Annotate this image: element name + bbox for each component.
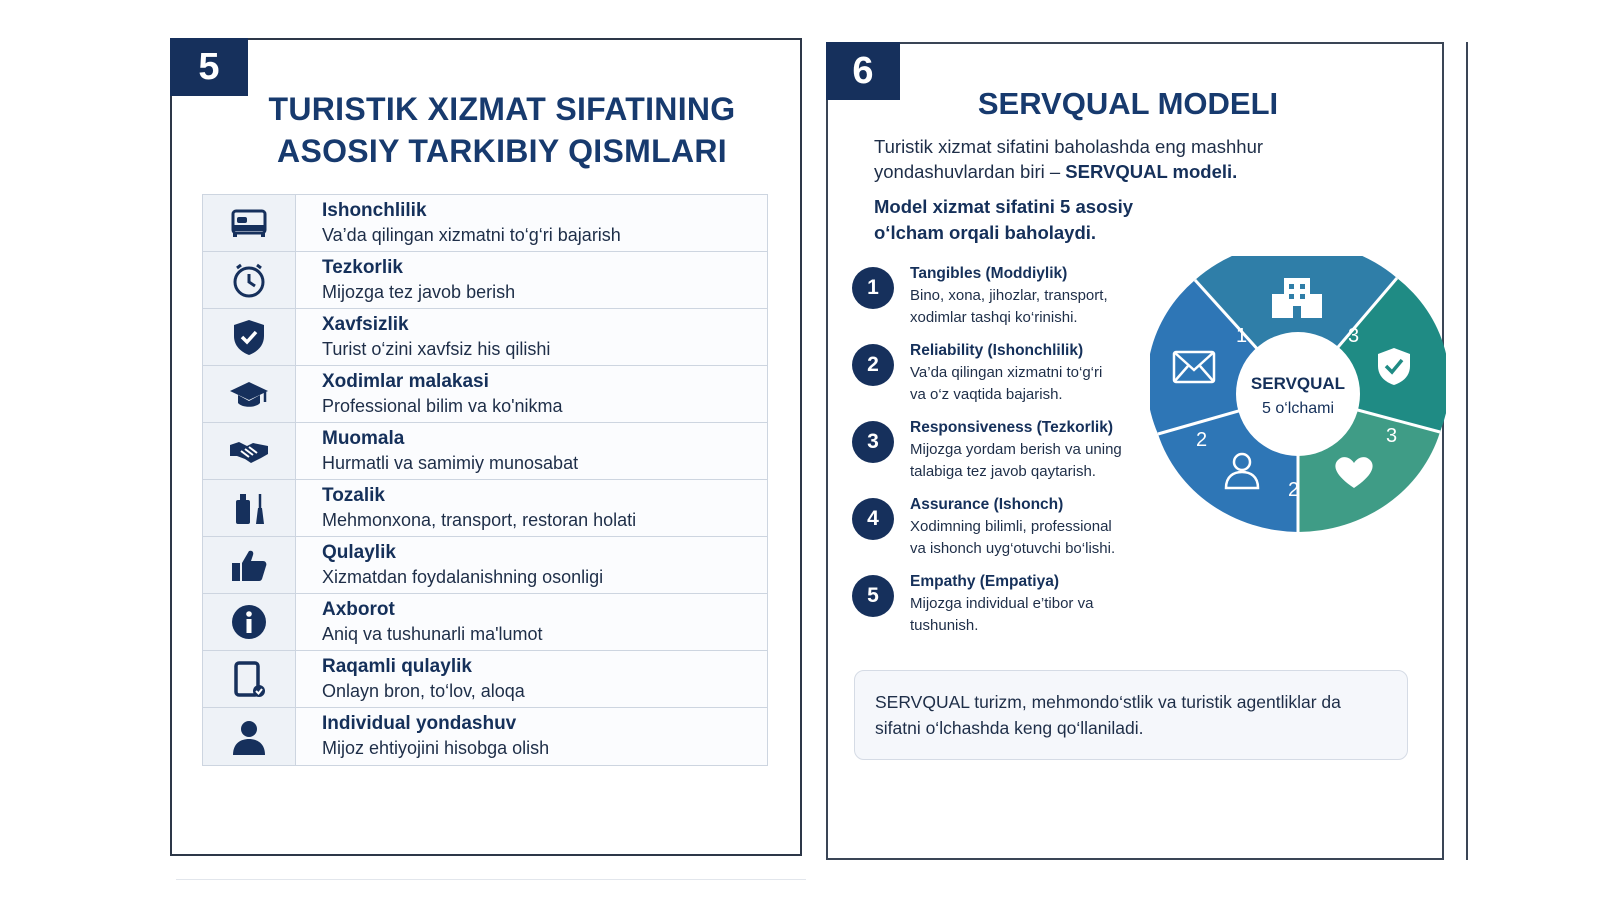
cleaning-icon [203, 480, 296, 536]
card-title [232, 88, 772, 172]
dimension-name: Responsiveness (Tezkorlik) [910, 419, 1114, 436]
row-name: Tozalik [322, 485, 385, 506]
wheel-segment-number: 1 [1236, 325, 1248, 347]
footnote-box: SERVQUAL turizm, mehmondo‘stlik va turistik agentliklar da sifatni o‘lchashda keng qo‘llaniladi. [854, 670, 1408, 760]
dimension-name: Tangibles (Moddiylik) [910, 265, 1068, 282]
table-row [203, 480, 767, 537]
dimension-desc: talabiga tez javob qaytarish. [910, 463, 1096, 480]
wheel-segment-number: 2 [1288, 479, 1300, 501]
row-name: Tezkorlik [322, 257, 403, 278]
tablet-icon [203, 651, 296, 707]
dimension-item [852, 340, 1192, 406]
row-desc: Mijozga tez javob berish [322, 282, 516, 302]
dimension-name: Assurance (Ishonch) [910, 496, 1064, 513]
wheel-center-line-1: SERVQUAL [1250, 374, 1346, 393]
info-icon [203, 594, 296, 650]
dimension-desc: tushunish. [910, 617, 979, 634]
dimension-item [852, 263, 1192, 329]
servqual-wheel [1150, 256, 1446, 532]
table-row [203, 252, 767, 309]
table-row [203, 651, 767, 708]
intro-text [874, 134, 1394, 184]
row-desc: Mehmonxona, transport, restoran holati [322, 510, 637, 530]
thumbs-up-icon [203, 537, 296, 593]
graduation-cap-icon [203, 366, 296, 422]
dimension-desc: Bino, xona, jihozlar, transport, [910, 287, 1108, 304]
clock-icon [203, 252, 296, 308]
dimension-desc: xodimlar tashqi ko‘rinishi. [910, 309, 1078, 326]
table-row [203, 537, 767, 594]
row-desc: Turist o‘zini xavfsiz his qilishi [322, 339, 551, 359]
shield-check-icon [203, 309, 296, 365]
lead-line-2: o‘lcham orqali baholaydi. [874, 222, 1097, 243]
row-name: Individual yondashuv [322, 713, 517, 734]
row-name: Xodimlar malakasi [322, 371, 489, 392]
row-desc: Va’da qilingan xizmatni to‘g‘ri bajarish [322, 225, 621, 245]
lead-line-1: Model xizmat sifatini 5 asosiy [874, 196, 1134, 217]
dimension-desc: va o‘z vaqtida bajarish. [910, 386, 1063, 403]
dimension-number: 5 [852, 575, 894, 617]
card-title: SERVQUAL MODELI [977, 86, 1279, 121]
title-line-2: ASOSIY TARKIBIY QISMLARI [277, 133, 727, 169]
title-line-1: TURISTIK XIZMAT SIFATINING [268, 91, 736, 127]
wheel-segment-number: 3 [1348, 325, 1360, 347]
table-row [203, 708, 767, 765]
dimension-desc: Mijozga yordam berish va uning [910, 441, 1122, 458]
table-row [203, 423, 767, 480]
table-row [203, 195, 767, 252]
row-name: Muomala [322, 428, 405, 449]
person-icon [203, 708, 296, 765]
row-name: Ishonchlilik [322, 200, 427, 221]
bottom-divider [176, 879, 806, 880]
row-desc: Aniq va tushunarli ma'lumot [322, 624, 543, 644]
lead-text [874, 194, 1274, 246]
dimension-item [852, 571, 1192, 637]
wheel-center [1236, 332, 1360, 456]
slide-number-badge: 6 [826, 42, 900, 100]
dimension-item [852, 494, 1192, 560]
intro-bold: SERVQUAL modeli. [1065, 161, 1238, 182]
quality-components-card [170, 38, 802, 856]
row-desc: Professional bilim va ko'nikma [322, 396, 563, 416]
handshake-icon [203, 423, 296, 479]
servqual-card [826, 42, 1444, 860]
row-desc: Onlayn bron, to‘lov, aloqa [322, 681, 525, 701]
dimension-name: Reliability (Ishonchlilik) [910, 342, 1084, 359]
row-desc: Xizmatdan foydalanishning osonligi [322, 567, 604, 587]
dimension-number: 3 [852, 421, 894, 463]
table-row [203, 594, 767, 651]
components-table [202, 194, 768, 766]
dimension-number: 1 [852, 267, 894, 309]
row-name: Qulaylik [322, 542, 396, 563]
dimension-desc: Mijozga individual e’tibor va [910, 595, 1094, 612]
dimension-desc: va ishonch uyg‘otuvchi bo‘lishi. [910, 540, 1116, 557]
wheel-segment-number: 2 [1196, 429, 1208, 451]
dimension-number: 4 [852, 498, 894, 540]
row-desc: Hurmatli va samimiy munosabat [322, 453, 579, 473]
bed-icon [203, 195, 296, 251]
dimension-desc: Xodimning bilimli, professional [910, 518, 1112, 535]
dimension-name: Empathy (Empatiya) [910, 573, 1060, 590]
row-name: Axborot [322, 599, 395, 620]
card-edge-divider [1466, 42, 1468, 860]
table-row [203, 366, 767, 423]
wheel-center-line-2: 5 o‘lchami [1261, 400, 1335, 417]
dimension-number: 2 [852, 344, 894, 386]
table-row [203, 309, 767, 366]
dimension-desc: Va’da qilingan xizmatni to‘g‘ri [910, 364, 1103, 381]
row-name: Xavfsizlik [322, 314, 409, 335]
slide-number-badge: 5 [170, 38, 248, 96]
intro-plain: Turistik xizmat sifatini baholashda eng mashhur yondashuvlardan biri – [874, 136, 1264, 182]
dimension-item [852, 417, 1192, 483]
row-desc: Mijoz ehtiyojini hisobga olish [322, 738, 550, 758]
wheel-segment-number: 3 [1386, 425, 1398, 447]
row-name: Raqamli qulaylik [322, 656, 472, 677]
